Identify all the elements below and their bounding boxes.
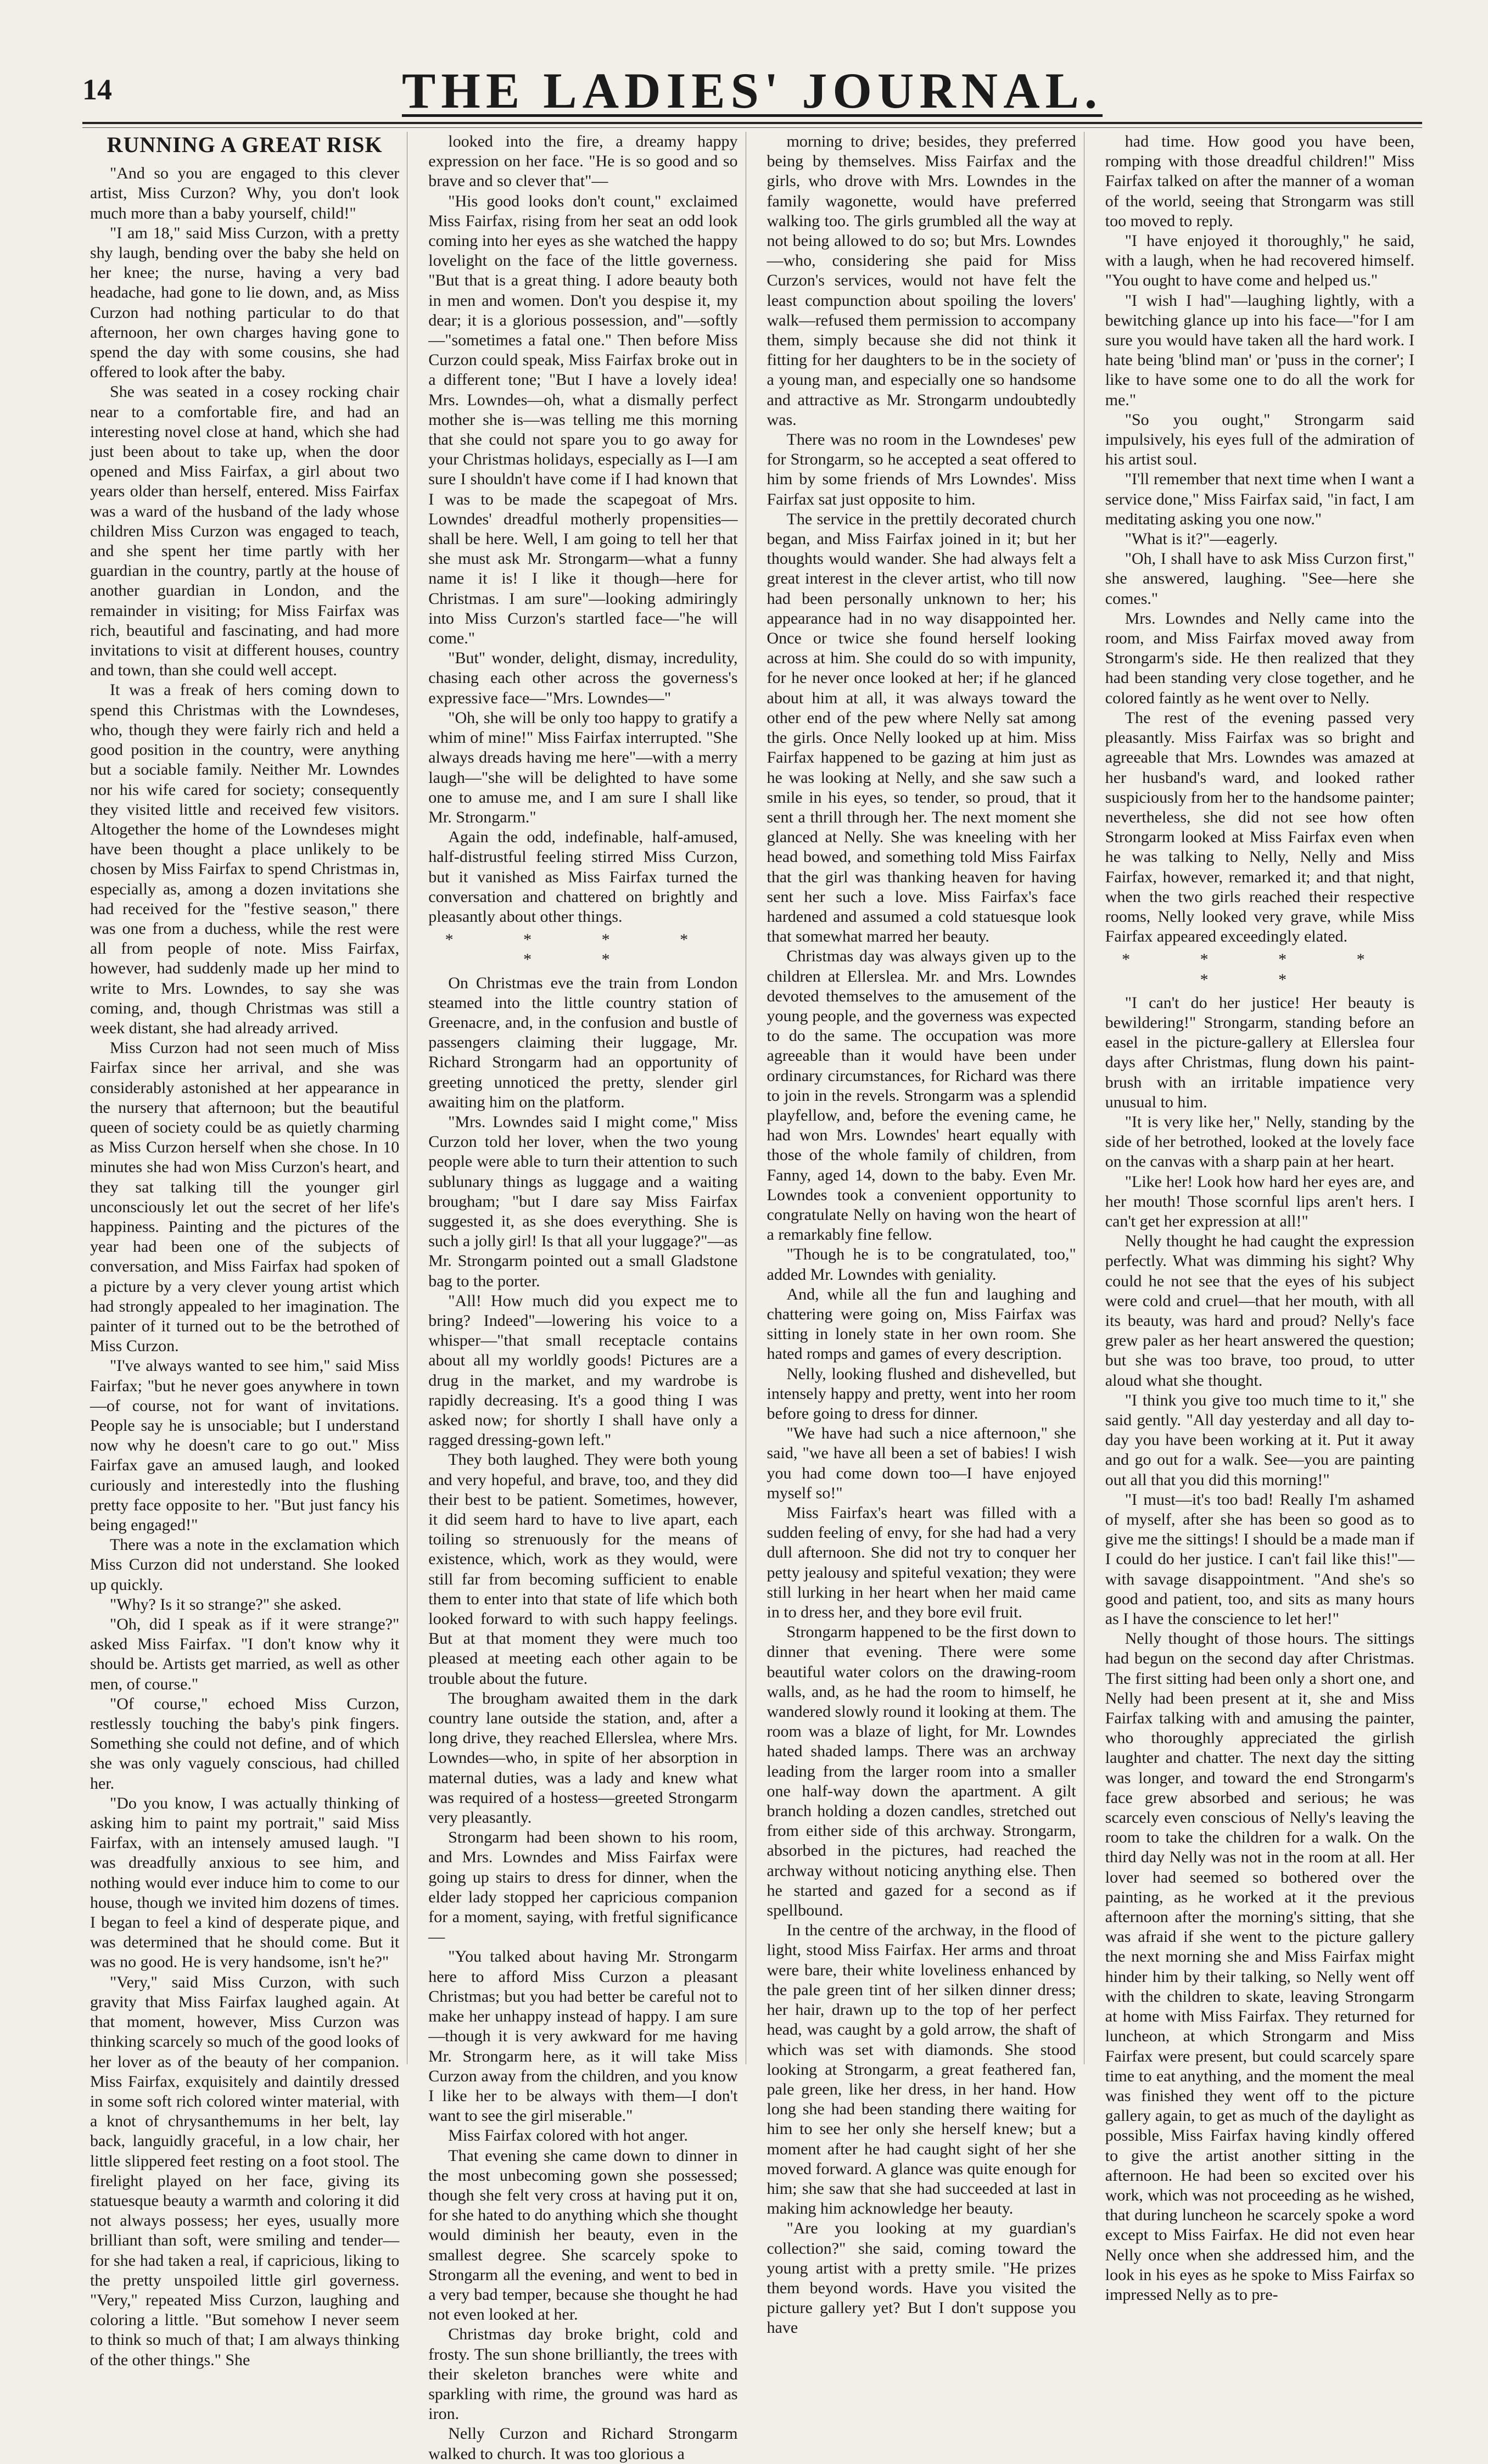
paragraph: They both laughed. They were both young and very hopeful, and brave, too, and they did their best to be patient. Sometimes, however, it did seem hard to have to live apart, each toiling so strenuously for the means of existence, which, work as they would, were still far from becoming sufficient to enable them to enter into that state of life which both looked forward to with such happy feelings. But at that moment they were much too pleased at meeting each other again to be trouble about the future. (428, 1451, 738, 1688)
paragraph: "Oh, did I speak as if it were strange?" asked Miss Fairfax. "I don't know why it should be. Artists get married, as well as other men, of course." (90, 1615, 400, 1693)
paragraph: Again the odd, indefinable, half-amused, half-distrustful feeling stirred Miss Curzon, but it vanished as Miss Fairfax turned the conversation and chattered on brightly and pleasantly about other things. (428, 828, 738, 926)
paragraph: It was a freak of hers coming down to spend this Christmas with the Lowndeses, who, though they were fairly rich and held a good position in the country, were anything but a sociable family. Neither Mr. Lowndes nor his wife cared for society; consequently they visited little and received few visitors. Altogether the home of the Lowndeses might have been thought a place unlikely to be chosen by Miss Fairfax to spend Christmas in, especially as, among a dozen invitations she had received for the "festive season," there was one from a duchess, while the rest were all from people of note. Miss Fairfax, however, had suddenly made up her mind to write to Mrs. Lowndes, to say she was coming, and, though Christmas was still a week distant, she had already arrived. (90, 681, 400, 1037)
paragraph: "It is very like her," Nelly, standing by the side of her betrothed, looked at the lovely face on the canvas with a sharp pain at her heart. (1105, 1112, 1414, 1171)
paragraph: There was a note in the exclamation which Miss Curzon did not understand. She looked up quickly. (90, 1536, 400, 1594)
paragraph: "Do you know, I was actually thinking of asking him to paint my portrait," said Miss Fairfax, with an intensely amused laugh. "I was dreadfully anxious to see him, and nothing would ever induce him to come to our house, though we invited him dozens of times. I began to feel a kind of desperate pique, and was determined that he should come. But it was no good. He is very handsome, isn't he?" (90, 1794, 400, 1972)
paragraph: "I think you give too much time to it," she said gently. "All day yesterday and all day to-day you have been working at it. Put it away and go out for a walk. See—you are painting out all that you did this morning!" (1105, 1391, 1414, 1489)
paragraph: "Though he is to be congratulated, too," added Mr. Lowndes with geniality. (767, 1245, 1076, 1284)
column-1 (82, 132, 407, 2369)
paragraph: Miss Curzon had not seen much of Miss Fairfax since her arrival, and she was considerably astonished at her appearance in the nursery that afternoon; but the beautiful queen of society could be as quietly charming as Miss Curzon herself when she chose. In 10 minutes she had won Miss Curzon's heart, and they sat talking till the younger girl unconsciously let out the secret of her life's happiness. Painting and the pictures of the year had been one of the subjects of conversation, and Miss Fairfax had spoken of a picture by a very clever young artist which had strongly appealed to her imagination. The painter of it turned out to be the betrothed of Miss Curzon. (90, 1039, 400, 1356)
paragraph: "I must—it's too bad! Really I'm ashamed of myself, after she has been so good as to give me the sittings! I should be a made man if I could do her justice. I can't fail like this!"—with savage disappointment. "And she's so good and patient, too, and sits as many hours as I have the conscience to let her!" (1105, 1490, 1414, 1628)
paragraph: Christmas day was always given up to the children at Ellerslea. Mr. and Mrs. Lowndes devoted themselves to the amusement of the young people, and the governess was expected to do the same. The occupation was more agreeable than it would have been under ordinary circumstances, for Richard was there to join in the revels. Strongarm was a splendid playfellow, and, before the evening came, he had won Mrs. Lowndes' heart equally with those of the whole family of children, from Fanny, aged 14, down to the baby. Even Mr. Lowndes took a convenient opportunity to congratulate Nelly on having won the heart of a remarkably fine fellow. (767, 947, 1076, 1244)
paragraph: Christmas day broke bright, cold and frosty. The sun shone brilliantly, the trees with their skeleton branches were white and sparkling with rime, the ground was hard as iron. (428, 2325, 738, 2423)
paragraph: Miss Fairfax's heart was filled with a sudden feeling of envy, for she had had a very dull afternoon. She did not try to conquer her petty jealousy and spiteful vexation; they were still lurking in her heart when her maid came in to dress her, and they bore evil fruit. (767, 1504, 1076, 1622)
paragraph: On Christmas eve the train from London steamed into the little country station of Greenacre, and, in the confusion and bustle of passengers claiming their luggage, Mr. Richard Strongarm had an opportunity of greeting unnoticed the pretty, slender girl awaiting him on the platform. (428, 973, 738, 1111)
paragraph: had time. How good you have been, romping with those dreadful children!" Miss Fairfax talked on after the manner of a woman of the world, seeing that Strongarm was still too moved to reply. (1105, 132, 1414, 230)
paragraph: Mrs. Lowndes and Nelly came into the room, and Miss Fairfax moved away from Strongarm's side. He then realized that they had been standing very close together, and he colored faintly as he went over to Nelly. (1105, 609, 1414, 707)
paragraph: Nelly thought he had caught the expression perfectly. What was dimming his sight? Why could he not see that the eyes of his subject were cold and cruel—that her mouth, with all its beauty, was hard and proud? Nelly's face grew paler as her heart answered the question; but she was too brave, too proud, to utter aloud what she thought. (1105, 1232, 1414, 1390)
paragraph: "Why? Is it so strange?" she asked. (110, 1595, 342, 1614)
masthead (82, 65, 1422, 120)
paragraph: Nelly, looking flushed and dishevelled, but intensely happy and pretty, went into her room before going to dress for dinner. (767, 1364, 1076, 1423)
paragraph: "Of course," echoed Miss Curzon, restlessly touching the baby's pink fingers. Something she could not define, and of which she was only vaguely conscious, had chilled her. (90, 1694, 400, 1793)
paragraph: In the centre of the archway, in the flood of light, stood Miss Fairfax. Her arms and throat were bare, their white loveliness enhanced by the pale green tint of her silken dinner dress; her hair, drawn up to the top of her perfect head, was caught by a gold arrow, the shaft of which was set with diamonds. She stood looking at Strongarm, a great feathered fan, pale green, like her dress, in her hand. How long she had been standing there waiting for him to see her only she herself knew; but a moment after he had caught sight of her she moved forward. A glance was quite enough for him; she saw that she had succeeded at last in making him acknowledge her beauty. (767, 1921, 1076, 2218)
story-title: RUNNING A GREAT RISK (107, 132, 383, 157)
section-break: * * * * * * (1122, 950, 1398, 989)
page-number: 14 (82, 73, 112, 106)
paragraph: There was no room in the Lowndeses' pew for Strongarm, so he accepted a seat offered to him by some friends of Mrs Lowndes'. Miss Fairfax sat just opposite to him. (767, 430, 1076, 508)
paragraph: "All! How much did you expect me to bring? Indeed"—lowering his voice to a whisper—"that small receptacle contains about all my worldly goods! Pictures are a drug in the market, and my wardrobe is rapidly decreasing. It's a good thing I was asked now; for shortly I shall have only a ragged dressing-gown left." (428, 1291, 738, 1449)
paragraph: "I've always wanted to see him," said Miss Fairfax; "but he never goes anywhere in town—of course, not for want of invitations. People say he is unsociable; but I understand now why he doesn't care to go out." Miss Fairfax gave an amused laugh, and looked curiously and interestedly into the flushing pretty face opposite to her. "But just fancy his being engaged!" (90, 1357, 400, 1535)
paragraph: Strongarm had been shown to his room, and Mrs. Lowndes and Miss Fairfax were going up stairs to dress for dinner, when the elder lady stopped her capricious companion for a moment, saying, with fretful significance— (428, 1828, 738, 1946)
section-break: * * * * * * (445, 931, 721, 969)
paragraph: "You talked about having Mr. Strongarm here to afford Miss Curzon a pleasant Christmas; but you had better be careful not to make her unhappy instead of happy. I am sure—though it is very awkward for me having Mr. Strongarm here, as it will take Miss Curzon away from the children, and you know I like her to be always with them—I don't want to see the girl miserable." (428, 1947, 738, 2125)
paragraph: "I wish I had"—laughing lightly, with a bewitching glance up into his face—"for I am sure you would have taken all the hard work. I hate being 'blind man' or 'puss in the corner'; I like to have some one to do all the work for me." (1105, 291, 1414, 409)
paragraph: morning to drive; besides, they preferred being by themselves. Miss Fairfax and the girls, who drove with Mrs. Lowndes in the family wagonette, would have preferred walking too. The girls grumbled all the way at not being allowed to do so; but Mrs. Lowndes—who, considering she paid for Miss Curzon's services, would not have felt the least compunction about spoiling the lovers' walk—refused them permission to accompany them, simply because she did not think it fitting for her daughters to be in the society of a young man, and especially one so handsome and attractive as Mr. Strongarm undoubtedly was. (767, 132, 1076, 429)
paragraph: And, while all the fun and laughing and chattering were going on, Miss Fairfax was sitting in lonely state in her own room. She hated romps and games of every description. (767, 1285, 1076, 1363)
paragraph: "But" wonder, delight, dismay, incredulity, chasing each other across the governess's expressive face—"Mrs. Lowndes—" (428, 649, 738, 707)
paragraph: "We have had such a nice afternoon," she said, "we have all been a set of babies! I wish you had come down too—I have enjoyed myself so!" (767, 1424, 1076, 1502)
paragraph: "So you ought," Strongarm said impulsively, his eyes full of the admiration of his artist soul. (1105, 410, 1414, 469)
paragraph: Miss Fairfax colored with hot anger. (448, 2126, 688, 2145)
paragraph: "Mrs. Lowndes said I might come," Miss Curzon told her lover, when the two young people were able to turn their attention to such sublunary things as luggage and a waiting brougham; "but I dare say Miss Fairfax suggested it, as she does everything. She is such a jolly girl! Is that all your luggage?"—as Mr. Strongarm pointed out a small Gladstone bag to the porter. (428, 1112, 738, 1290)
column-2 (421, 132, 746, 2463)
paragraph: "Like her! Look how hard her eyes are, and her mouth! Those scornful lips aren't hers. I can't get her expression at all!" (1105, 1172, 1414, 1230)
paragraph: "I can't do her justice! Her beauty is bewildering!" Strongarm, standing before an easel in the picture-gallery at Ellerslea four days after Christmas, flung down his paint-brush with an irritable impatience very unusual to him. (1105, 993, 1414, 1111)
paragraph: Nelly thought of those hours. The sittings had begun on the second day after Christmas. The first sitting had been only a short one, and Nelly had been present at it, she and Miss Fairfax talking with and amusing the painter, who thoroughly appreciated the girlish laughter and chatter. The next day the sitting was longer, and toward the end Strongarm's face grew absorbed and serious; he was scarcely even conscious of Nelly's leaving the room to take the children for a walk. On the third day Nelly was not in the room at all. Her lover had seemed so bothered over the painting, as he worked at it the previous afternoon after the morning's sitting, that she was afraid if she went to the picture gallery the next morning she and Miss Fairfax might hinder him by their talking, so Nelly went off with the children to skate, leaving Strongarm at home with Miss Fairfax. They returned for luncheon, at which Strongarm and Miss Fairfax were present, but could scarcely spare time to eat anything, and the moment the meal was finished they went off to the picture gallery again, to get as much of the daylight as possible, Miss Fairfax having kindly offered to give the artist another sitting in the afternoon. He had been so excited over his work, which was not proceeding as he wished, that during luncheon he scarcely spoke a word except to Miss Fairfax. He did not even hear Nelly once when she addressed him, and the look in his eyes as he spoke to Miss Fairfax so impressed Nelly as to pre- (1105, 1629, 1414, 2304)
paragraph: looked into the fire, a dreamy happy expression on her face. "He is so good and so brave and so clever that"— (428, 132, 738, 191)
paragraph: "His good looks don't count," exclaimed Miss Fairfax, rising from her seat an odd look coming into her eyes as she watched the happy lovelight on the face of the little governess. "But that is a great thing. I adore beauty both in men and women. Don't you despise it, my dear; it is a glorious possession, and"—softly—"sometimes a fatal one." Then before Miss Curzon could speak, Miss Fairfax broke out in a different tone; "But I have a lovely idea! Mrs. Lowndes—oh, what a dismally perfect mother she is—was telling me this morning that she could not spare you to go away for your Christmas holidays, especially as I—I am sure I shouldn't have come if I had known that I was to be made the scapegoat of Mrs. Lowndes' dreadful motherly propensities—shall be here. Well, I am going to tell her that she must ask Mr. Strongarm—what a funny name it is! I like it though—here for Christmas. I am sure"—looking admiringly into Miss Curzon's startled face—"he will come." (428, 192, 738, 648)
paragraph: "I have enjoyed it thoroughly," he said, with a laugh, when he had recovered himself. "You ought to have come and helped us." (1105, 232, 1414, 290)
paragraph: "Are you looking at my guardian's collection?" she said, coming toward the young artist with a pretty smile. "He prizes them beyond words. Have you visited the picture gallery yet? But I don't suppose you have (767, 2219, 1076, 2337)
paragraph: The brougham awaited them in the dark country lane outside the station, and, after a long drive, they reached Ellerslea, where Mrs. Lowndes—who, in spite of her absorption in maternal duties, was a lady and knew what was required of a hostess—greeted Strongarm very pleasantly. (428, 1689, 738, 1827)
paragraph: "I'll remember that next time when I want a service done," Miss Fairfax said, "in fact, I am meditating asking you one now." (1105, 470, 1414, 528)
column-4 (1098, 132, 1422, 2304)
paragraph: "Oh, I shall have to ask Miss Curzon first," she answered, laughing. "See—here she comes." (1105, 550, 1414, 608)
journal-title: THE LADIES' JOURNAL. (401, 63, 1103, 119)
masthead-rule (82, 122, 1422, 124)
paragraph: "I am 18," said Miss Curzon, with a pretty shy laugh, bending over the baby she held on her knee; the nurse, having a very bad headache, had gone to lie down, and, as Miss Curzon had nothing particular to do that afternoon, her own charges having gone to spend the day with some cousins, she had offered to look after the baby. (90, 223, 400, 382)
paragraph: "And so you are engaged to this clever artist, Miss Curzon? Why, you don't look much more than a baby yourself, child!" (90, 164, 400, 222)
paragraph: The rest of the evening passed very pleasantly. Miss Fairfax was so bright and agreeable that Mrs. Lowndes was amazed at her husband's ward, and looked rather suspiciously from her to the handsome painter; nevertheless, she did not see how often Strongarm looked at Miss Fairfax even when he was talking to Nelly, Nelly and Miss Fairfax, however, remarked it; and that night, when the two girls reached their respective rooms, Nelly looked very grave, while Miss Fairfax appeared exceedingly elated. (1105, 708, 1414, 946)
paragraph: "Oh, she will be only too happy to gratify a whim of mine!" Miss Fairfax interrupted. "She always dreads having me here"—with a merry laugh—"she will be delighted to have some one to amuse me, and I am sure I shall like Mr. Strongarm." (428, 708, 738, 826)
paragraph: The service in the prettily decorated church began, and Miss Fairfax joined in it; but her thoughts would wander. She had always felt a great interest in the clever artist, who till now had been personally unknown to her; his appearance had in no way disappointed her. Once or twice she found herself looking across at him. She could do so with impunity, for he never once looked at her; if he glanced about him at all, it was always toward the other end of the pew where Nelly sat among the girls. Once Nelly looked up at him. Miss Fairfax happened to be gazing at him just as he was looking at Nelly, and she saw such a smile in his eyes, so tender, so proud, that it sent a thrill through her. The next moment she glanced at Nelly. She was kneeling with her head bowed, and something told Miss Fairfax that the girl was thanking heaven for having sent her such a love. Miss Fairfax's face hardened and assumed a cold statuesque look that somewhat marred her beauty. (767, 509, 1076, 946)
masthead-thin-rule (82, 127, 1422, 128)
column-3 (759, 132, 1084, 2337)
paragraph: Nelly Curzon and Richard Strongarm walked to church. It was too glorious a (428, 2424, 738, 2463)
article-columns (82, 132, 1422, 2463)
paragraph: That evening she came down to dinner in the most unbecoming gown she possessed; though she felt very cross at having put it on, for she hated to do anything which she thought would diminish her beauty, even in the smallest degree. She scarcely spoke to Strongarm all the evening, and went to bed in a very bad temper, because she thought he had not even looked at her. (428, 2146, 738, 2324)
paragraph: She was seated in a cosey rocking chair near to a comfortable fire, and had an interesting novel close at hand, which she had just been about to take up, when the door opened and Miss Fairfax, a girl about two years older than herself, entered. Miss Fairfax was a ward of the husband of the lady whose children Miss Curzon was engaged to teach, and she spent her time partly with her guardian in the country, partly at the house of another guardian in London, and the remainder in visiting; for Miss Fairfax was rich, beautiful and fascinating, and had more invitations to visit at different houses, country and town, than she could well accept. (90, 383, 400, 680)
paragraph: "What is it?"—eagerly. (1125, 530, 1278, 548)
paragraph: Strongarm happened to be the first down to dinner that evening. There were some beautiful water colors on the drawing-room walls, and, as he had the room to himself, he wandered slowly round it looking at them. The room was a blaze of light, for Mr. Lowndes hated shaded lamps. There was an archway leading from the larger room into a smaller one half-way down the apartment. A gilt branch holding a dozen candles, stretched out from either side of this archway. Strongarm, absorbed in the pictures, had reached the archway without noticing anything else. Then he started and gazed for a second as if spellbound. (767, 1623, 1076, 1920)
paragraph: "Very," said Miss Curzon, with such gravity that Miss Fairfax laughed again. At that moment, however, Miss Curzon was thinking scarcely so much of the good looks of her lover as of the beauty of her companion. Miss Fairfax, exquisitely and daintily dressed in some soft rich colored winter material, with a knot of chrysanthemums in her belt, lay back, languidly graceful, in a low chair, her little slippered feet resting on a foot stool. The firelight played on her face, giving its statuesque beauty a warmth and coloring it did not always possess; her eyes, usually more brilliant than soft, were smiling and tender—for she had taken a real, if capricious, liking to the pretty unspoiled little girl governess. "Very," repeated Miss Curzon, laughing and coloring a little. "But somehow I never seem to think so much of that; I am always thinking of the other things." She (90, 1973, 400, 2369)
